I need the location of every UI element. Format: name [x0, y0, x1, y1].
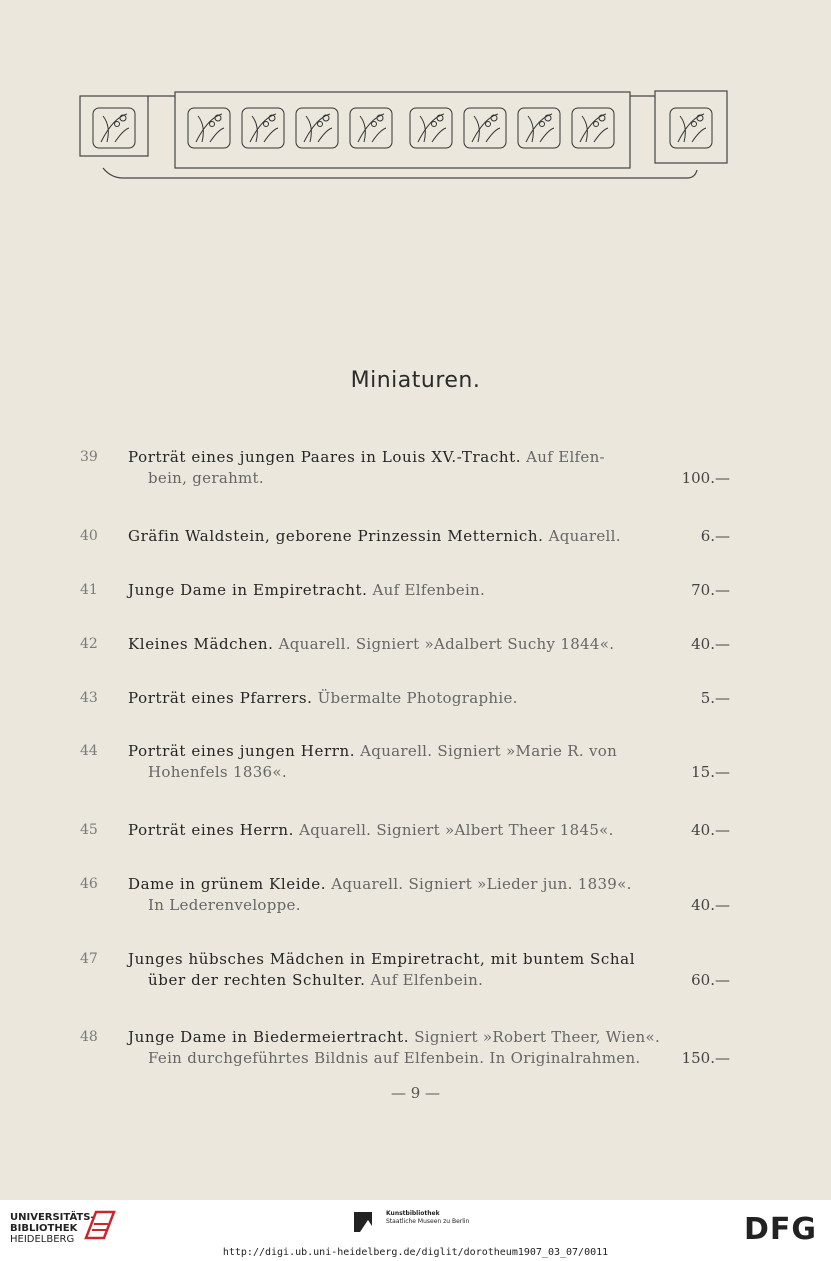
- leaf-tile-icon: [410, 108, 452, 148]
- leaf-tile-icon: [350, 108, 392, 148]
- dfg-logo[interactable]: DFG: [743, 1212, 817, 1247]
- entry-price: 150.—: [681, 1049, 730, 1067]
- entry-description: Aquarell.: [543, 527, 621, 545]
- entry-title-line: [128, 447, 668, 468]
- entry-continuation-line: [148, 468, 668, 489]
- entry-title: Kleines Mädchen.: [128, 635, 274, 653]
- entry-description: Aquarell. Signiert »Lieder jun. 1839«.: [326, 875, 632, 893]
- entry-title: Porträt eines Herrn.: [128, 821, 295, 839]
- library-name-line1: UNIVERSITÄTS-: [10, 1212, 95, 1223]
- entry-title-line: [128, 949, 668, 970]
- entry-title-line: [128, 688, 668, 709]
- leaf-tile-icon: [242, 108, 284, 148]
- entry-price: 6.—: [700, 527, 730, 545]
- entry-title: Junge Dame in Biedermeiertracht.: [128, 1028, 410, 1046]
- entry-description: Auf Elfen-: [521, 448, 605, 466]
- leaf-tile-icon: [188, 108, 230, 148]
- entry-number: 43: [80, 690, 98, 706]
- entry-price: 15.—: [691, 763, 730, 781]
- entry-number: 39: [80, 449, 98, 465]
- entry-number: 48: [80, 1029, 98, 1045]
- entry-number: 46: [80, 876, 98, 892]
- kunstbibliothek-name: Kunstbibliothek: [386, 1210, 440, 1217]
- library-name-line2: BIBLIOTHEK: [10, 1223, 78, 1234]
- leaf-tile-icon: [670, 108, 712, 148]
- entry-description: Signiert »Robert Theer, Wien«.: [409, 1028, 661, 1046]
- entry-description: Aquarell. Signiert »Marie R. von: [355, 742, 618, 760]
- entry-title: Junge Dame in Empiretracht.: [128, 581, 368, 599]
- entry-description: Aquarell. Signiert »Adalbert Suchy 1844«.: [273, 635, 615, 653]
- entry-price: 40.—: [691, 635, 730, 653]
- entry-title: Porträt eines jungen Paares in Louis XV.-Tracht.: [128, 448, 522, 466]
- entry-number: 40: [80, 528, 98, 544]
- kunstbibliothek-subtitle: Staatliche Museen zu Berlin: [386, 1218, 470, 1225]
- entry-description-continued: Auf Elfenbein.: [365, 971, 484, 989]
- entry-description: Auf Elfenbein.: [367, 581, 486, 599]
- entry-continuation-line: [148, 895, 668, 916]
- leaf-tile-group: [93, 108, 712, 148]
- permalink-url[interactable]: http://digi.ub.uni-heidelberg.de/diglit/dorotheum1907_03_07/0011: [222, 1247, 609, 1258]
- entry-title-line: [128, 874, 668, 895]
- entry-title-line: [128, 741, 668, 762]
- entry-title: Dame in grünem Kleide.: [128, 875, 327, 893]
- entry-number: 47: [80, 951, 98, 967]
- page-number: — 9 —: [390, 1084, 441, 1102]
- entry-price: 100.—: [681, 469, 730, 487]
- leaf-tile-icon: [93, 108, 135, 148]
- entry-continuation-line: [148, 762, 668, 783]
- entry-price: 70.—: [691, 581, 730, 599]
- leaf-tile-icon: [572, 108, 614, 148]
- section-title: Miniaturen.: [350, 368, 481, 393]
- kunstbibliothek-label[interactable]: [386, 1210, 469, 1226]
- leaf-tile-icon: [464, 108, 506, 148]
- entry-continuation-line: [148, 970, 668, 991]
- entry-number: 42: [80, 636, 98, 652]
- entry-title: Junges hübsches Mädchen in Empiretracht, mit buntem Schal: [128, 950, 636, 968]
- entry-number: 41: [80, 582, 98, 598]
- entry-description: Aquarell. Signiert »Albert Theer 1845«.: [294, 821, 614, 839]
- digitization-footer: [0, 1200, 831, 1261]
- entry-title-line: [128, 1027, 668, 1048]
- entry-title-line: [128, 526, 668, 547]
- leaf-tile-icon: [296, 108, 338, 148]
- entry-price: 40.—: [691, 896, 730, 914]
- entry-title-line: [128, 634, 668, 655]
- entry-title-line: [128, 580, 668, 601]
- entry-description: Übermalte Photographie.: [312, 689, 518, 707]
- entry-description-continued: Fein durchgeführtes Bildnis auf Elfenbein. In Originalrahmen.: [148, 1049, 641, 1067]
- entry-title: Porträt eines jungen Herrn.: [128, 742, 356, 760]
- leaf-tile-icon: [518, 108, 560, 148]
- entry-price: 60.—: [691, 971, 730, 989]
- entry-title-continued: über der rechten Schulter.: [148, 971, 366, 989]
- entry-price: 5.—: [700, 689, 730, 707]
- entry-number: 44: [80, 743, 98, 759]
- kunstbibliothek-logo-icon: [354, 1210, 382, 1236]
- entry-title-line: [128, 820, 668, 841]
- entry-title: Porträt eines Pfarrers.: [128, 689, 313, 707]
- entry-number: 45: [80, 822, 98, 838]
- library-name-line3: HEIDELBERG: [10, 1234, 75, 1245]
- entry-description-continued: bein, gerahmt.: [148, 469, 264, 487]
- entry-continuation-line: [148, 1048, 668, 1069]
- entry-title: Gräfin Waldstein, geborene Prinzessin Metternich.: [128, 527, 544, 545]
- entry-price: 40.—: [691, 821, 730, 839]
- floral-border-ornament: [75, 88, 735, 183]
- entry-description-continued: Hohenfels 1836«.: [148, 763, 287, 781]
- library-bookmark-icon: [82, 1208, 118, 1242]
- entry-description-continued: In Lederenveloppe.: [148, 896, 301, 914]
